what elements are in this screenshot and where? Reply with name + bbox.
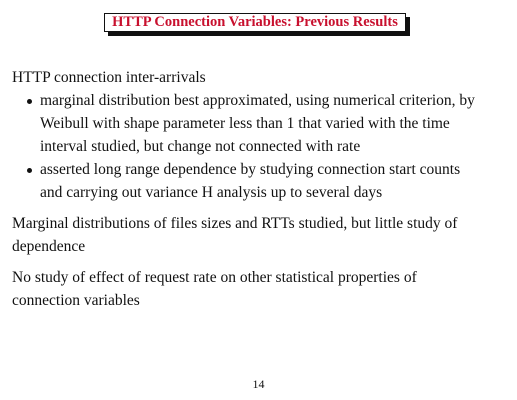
bullet-text-line: interval studied, but change not connected with rate [40, 138, 361, 155]
bullet-text-line: and carrying out variance H analysis up to several days [40, 184, 383, 201]
bullet-text-line: Weibull with shape parameter less than 1 that varied with the time [40, 115, 450, 132]
bullet-dot-icon [27, 168, 32, 173]
paragraph-line: dependence [12, 238, 86, 255]
title-box [104, 13, 406, 32]
paragraph-marginal-distributions [12, 212, 457, 258]
paragraph-line: Marginal distributions of files sizes and RTTs studied, but little study of [12, 215, 458, 232]
paragraph-request-rate [12, 266, 417, 312]
bullet-text-line: marginal distribution best approximated, using numerical criterion, by [40, 92, 475, 109]
slide-title: HTTP Connection Variables: Previous Results [112, 14, 398, 30]
slide-title-frame [104, 13, 406, 32]
page-number: 14 [252, 377, 265, 391]
bullet-item-long-range-dependence [40, 158, 460, 204]
bullet-dot-icon [27, 99, 32, 104]
paragraph-line: No study of effect of request rate on other statistical properties of [12, 269, 417, 286]
section-heading: HTTP connection inter-arrivals [12, 69, 206, 86]
paragraph-line: connection variables [12, 292, 140, 309]
bullet-text-line: asserted long range dependence by studying connection start counts [40, 161, 461, 178]
bullet-item-marginal-distribution [40, 89, 475, 158]
